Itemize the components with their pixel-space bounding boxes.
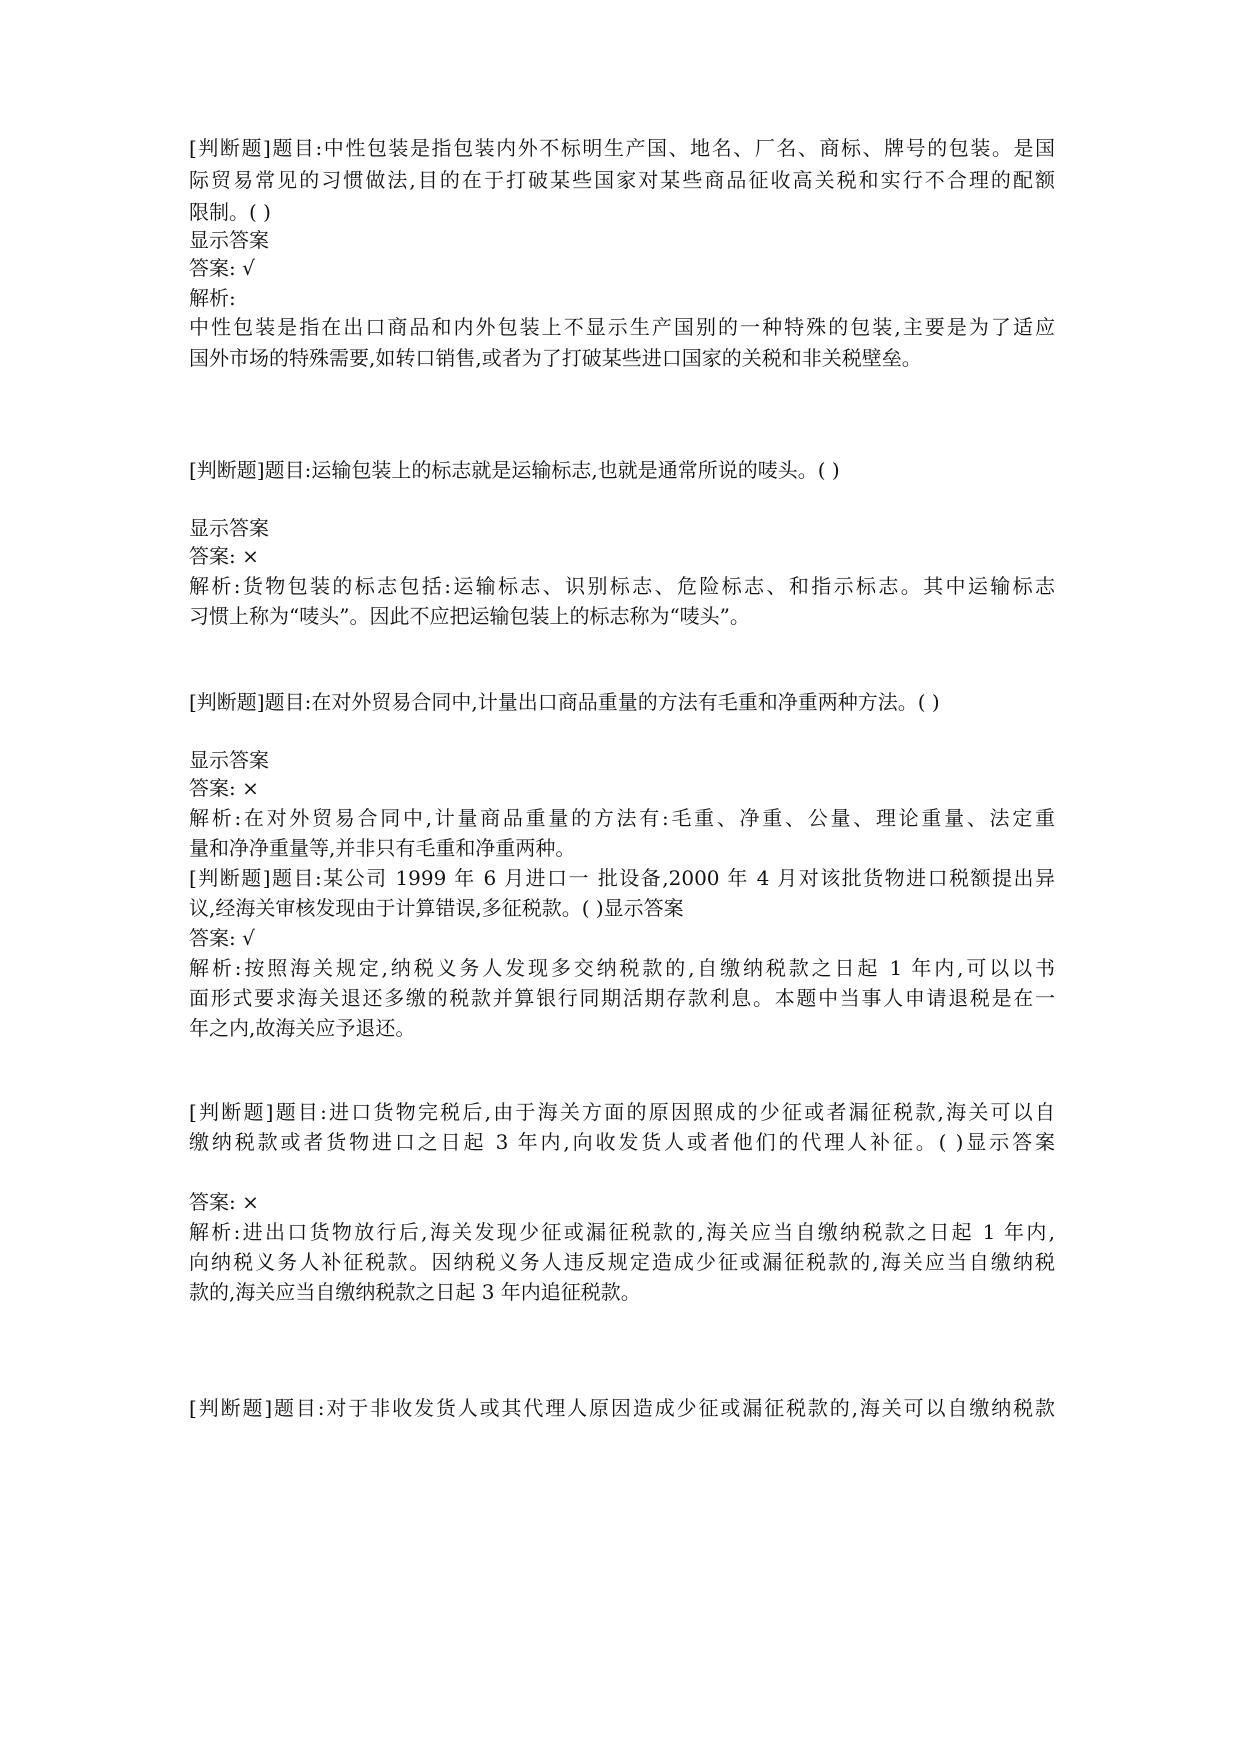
q2-title-line-1: [判断题]题目:运输包装上的标志就是运输标志,也就是通常所说的唛头。( ): [189, 458, 840, 482]
q2-answer: 答案: ×: [189, 544, 259, 568]
q1-title-line-1: [判断题]题目:中性包装是指包装内外不标明生产国、地名、厂名、商标、牌号的包装。是国: [189, 136, 1055, 160]
q5-analysis-line-2: 向纳税义务人补征税款。因纳税义务人违反规定造成少征或漏征税款的,海关应当自缴纳税: [189, 1250, 1055, 1274]
q1-title-line-2: 际贸易常见的习惯做法,目的在于打破某些国家对某些商品征收高关税和实行不合理的配额: [189, 168, 1055, 192]
q2-show-answer[interactable]: 显示答案: [189, 516, 269, 540]
q4-answer: 答案: √: [189, 926, 255, 950]
q6-title-line-1: [判断题]题目:对于非收发货人或其代理人原因造成少征或漏征税款的,海关可以自缴纳税款: [189, 1396, 1055, 1420]
q1-answer: 答案: √: [189, 256, 255, 280]
q3-answer: 答案: ×: [189, 776, 259, 800]
q4-title-line-2: 议,经海关审核发现由于计算错误,多征税款。( )显示答案: [189, 896, 684, 920]
q2-analysis-line-2: 习惯上称为“唛头”。因此不应把运输包装上的标志称为“唛头”。: [189, 604, 750, 628]
q3-analysis-line-2: 量和净净重量等,并非只有毛重和净重两种。: [189, 836, 576, 860]
q4-analysis-line-1: 解析:按照海关规定,纳税义务人发现多交纳税款的,自缴纳税款之日起 1 年内,可以以书: [189, 956, 1055, 980]
q1-analysis-line-1: 中性包装是指在出口商品和内外包装上不显示生产国别的一种特殊的包装,主要是为了适应: [189, 315, 1055, 339]
q1-show-answer[interactable]: 显示答案: [189, 228, 269, 252]
q3-analysis-line-1: 解析:在对外贸易合同中,计量商品重量的方法有:毛重、净重、公量、理论重量、法定重: [189, 806, 1055, 830]
q5-analysis-line-1: 解析:进出口货物放行后,海关发现少征或漏征税款的,海关应当自缴纳税款之日起 1 年内,: [189, 1220, 1055, 1244]
q3-title-line-1: [判断题]题目:在对外贸易合同中,计量出口商品重量的方法有毛重和净重两种方法。( ): [189, 690, 940, 714]
q1-analysis-label: 解析:: [189, 286, 236, 310]
q5-analysis-line-3: 款的,海关应当自缴纳税款之日起 3 年内追征税款。: [189, 1280, 641, 1304]
q5-title-line-2: 缴纳税款或者货物进口之日起 3 年内,向收发货人或者他们的代理人补征。( )显示答案: [189, 1130, 1055, 1154]
q4-analysis-line-3: 年之内,故海关应予退还。: [189, 1016, 416, 1040]
q4-analysis-line-2: 面形式要求海关退还多缴的税款并算银行同期活期存款利息。本题中当事人申请退税是在一: [189, 986, 1055, 1010]
q5-title-line-1: [判断题]题目:进口货物完税后,由于海关方面的原因照成的少征或者漏征税款,海关可以自: [189, 1100, 1055, 1124]
q3-show-answer[interactable]: 显示答案: [189, 748, 269, 772]
q5-answer: 答案: ×: [189, 1190, 259, 1214]
q1-title-line-3: 限制。( ): [189, 200, 271, 224]
q2-analysis-line-1: 解析:货物包装的标志包括:运输标志、识别标志、危险标志、和指示标志。其中运输标志: [189, 574, 1055, 598]
q1-analysis-line-2: 国外市场的特殊需要,如转口销售,或者为了打破某些进口国家的关税和非关税壁垒。: [189, 346, 922, 370]
q4-title-line-1: [判断题]题目:某公司 1999 年 6 月进口一 批设备,2000 年 4 月对该批货物进口税额提出异: [189, 866, 1055, 890]
